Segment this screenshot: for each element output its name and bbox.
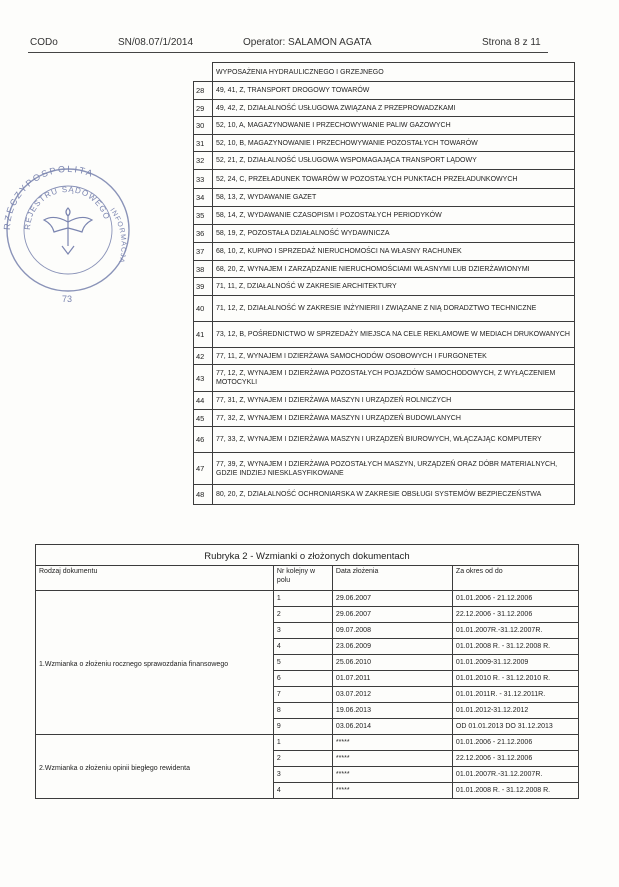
- pkd-activity-table: [193, 62, 575, 505]
- submission-date: *****: [332, 735, 452, 751]
- submission-date: 29.06.2007: [332, 591, 452, 607]
- pkd-row-number: 32: [194, 152, 213, 170]
- section-title: Rubryka 2 - Wzmianki o złożonych dokumentach: [36, 545, 579, 566]
- pkd-row: [194, 296, 575, 322]
- document-type-label: 1.Wzmianka o złożeniu rocznego sprawozdania finansowego: [36, 591, 274, 735]
- pkd-row: [194, 100, 575, 117]
- header-divider: [28, 52, 548, 53]
- pkd-row-number: 48: [194, 485, 213, 505]
- svg-text:INFORMACJA: [108, 207, 126, 264]
- pkd-row-text: 77, 12, Z, WYNAJEM I DZIERŻAWA POZOSTAŁYCH POJAZDÓW SAMOCHODOWYCH, Z WYŁĄCZENIEM MOTOCYKLI: [213, 365, 575, 392]
- period-range: 22.12.2006 - 31.12.2006: [452, 607, 578, 623]
- pkd-row: [194, 485, 575, 505]
- submission-date: 03.06.2014: [332, 719, 452, 735]
- period-range: 01.01.2006 - 21.12.2006: [452, 591, 578, 607]
- pkd-row-text: 58, 13, Z, WYDAWANIE GAZET: [213, 189, 575, 207]
- seal-number: 73: [62, 294, 73, 304]
- table-row: [36, 735, 579, 751]
- pkd-row-number: 29: [194, 100, 213, 117]
- pkd-row-text: 77, 39, Z, WYNAJEM I DZIERŻAWA POZOSTAŁYCH MASZYN, URZĄDZEŃ ORAZ DÓBR MATERIALNYCH, GDZIE INDZIEJ NIESKLASYFIKOWANE: [213, 453, 575, 485]
- pkd-row-text: 73, 12, B, POŚREDNICTWO W SPRZEDAŻY MIEJSCA NA CELE REKLAMOWE W MEDIACH DRUKOWANYCH: [213, 322, 575, 348]
- pkd-row: [194, 453, 575, 485]
- pkd-row: [194, 135, 575, 152]
- pkd-row-text: 49, 42, Z, DZIAŁALNOŚĆ USŁUGOWA ZWIĄZANA Z PRZEPROWADZKAMI: [213, 100, 575, 117]
- submission-date: *****: [332, 767, 452, 783]
- row-number: 4: [273, 639, 332, 655]
- row-number: 9: [273, 719, 332, 735]
- pkd-row-number: 44: [194, 392, 213, 410]
- pkd-row-number: 45: [194, 410, 213, 427]
- column-header-number: Nr kolejny w polu: [273, 566, 332, 591]
- pkd-row-text: 52, 24, C, PRZEŁADUNEK TOWARÓW W POZOSTAŁYCH PUNKTACH PRZEŁADUNKOWYCH: [213, 170, 575, 189]
- pkd-row-text: 80, 20, Z, DZIAŁALNOŚĆ OCHRONIARSKA W ZAKRESIE OBSŁUGI SYSTEMÓW BEZPIECZEŃSTWA: [213, 485, 575, 505]
- row-number: 1: [273, 735, 332, 751]
- period-range: 01.01.2010 R. - 31.12.2010 R.: [452, 671, 578, 687]
- pkd-row-number: 30: [194, 117, 213, 135]
- pkd-row-text: 71, 12, Z, DZIAŁALNOŚĆ W ZAKRESIE INŻYNIERII I ZWIĄZANE Z NIĄ DORADZTWO TECHNICZNE: [213, 296, 575, 322]
- header-doc-id: SN/08.07/1/2014: [118, 37, 194, 48]
- period-range: 01.01.2011R. - 31.12.2011R.: [452, 687, 578, 703]
- pkd-row: [194, 207, 575, 225]
- pkd-row-number: 40: [194, 296, 213, 322]
- pkd-row-text: 77, 32, Z, WYNAJEM I DZIERŻAWA MASZYN I URZĄDZEŃ BUDOWLANYCH: [213, 410, 575, 427]
- pkd-row-number: 46: [194, 427, 213, 453]
- submission-date: *****: [332, 751, 452, 767]
- seal-inner-text: REJESTRU SĄDOWEGO: [22, 184, 112, 231]
- header-page-number: Strona 8 z 11: [482, 37, 541, 48]
- column-header-period: Za okres od do: [452, 566, 578, 591]
- column-header-date: Data złożenia: [332, 566, 452, 591]
- pkd-row: [194, 348, 575, 365]
- pkd-row: [194, 117, 575, 135]
- pkd-row-number: 39: [194, 278, 213, 296]
- pkd-row-number: 43: [194, 365, 213, 392]
- pkd-row: [194, 392, 575, 410]
- pkd-row: [194, 322, 575, 348]
- eagle-emblem-icon: [44, 208, 92, 254]
- column-header-doc-type: Rodzaj dokumentu: [36, 566, 274, 591]
- seal-outer-text: RZECZYPOSPOLITA: [1, 163, 96, 231]
- pkd-row: [194, 170, 575, 189]
- pkd-row-text: 77, 33, Z, WYNAJEM I DZIERŻAWA MASZYN I URZĄDZEŃ BIUROWYCH, WŁĄCZAJĄC KOMPUTERY: [213, 427, 575, 453]
- pkd-row: [194, 152, 575, 170]
- submission-date: 29.06.2007: [332, 607, 452, 623]
- row-number: 8: [273, 703, 332, 719]
- svg-text:REJESTRU SĄDOWEGO: [23, 185, 112, 230]
- documents-table: [35, 544, 579, 799]
- pkd-row: [194, 82, 575, 100]
- submission-date: *****: [332, 783, 452, 799]
- pkd-row: [194, 365, 575, 392]
- period-range: 01.01.2008 R. - 31.12.2008 R.: [452, 639, 578, 655]
- pkd-row-number: 34: [194, 189, 213, 207]
- submission-date: 19.06.2013: [332, 703, 452, 719]
- row-number: 3: [273, 767, 332, 783]
- pkd-row-text: 68, 10, Z, KUPNO I SPRZEDAŻ NIERUCHOMOŚCI NA WŁASNY RACHUNEK: [213, 243, 575, 261]
- pkd-row: [194, 225, 575, 243]
- period-range: 01.01.2007R.-31.12.2007R.: [452, 623, 578, 639]
- pkd-row: [194, 410, 575, 427]
- period-range: 01.01.2012-31.12.2012: [452, 703, 578, 719]
- pkd-row-text: 58, 19, Z, POZOSTAŁA DZIAŁALNOŚĆ WYDAWNICZA: [213, 225, 575, 243]
- row-number: 2: [273, 607, 332, 623]
- submission-date: 09.07.2008: [332, 623, 452, 639]
- pkd-row-text: 52, 21, Z, DZIAŁALNOŚĆ USŁUGOWA WSPOMAGAJĄCA TRANSPORT LĄDOWY: [213, 152, 575, 170]
- period-range: 01.01.2006 - 21.12.2006: [452, 735, 578, 751]
- pkd-row: [194, 243, 575, 261]
- document-type-label: 2.Wzmianka o złożeniu opinii biegłego rewidenta: [36, 735, 274, 799]
- pkd-row: [194, 427, 575, 453]
- submission-date: 25.06.2010: [332, 655, 452, 671]
- row-number: 1: [273, 591, 332, 607]
- table-cell-empty: [194, 63, 213, 82]
- row-number: 2: [273, 751, 332, 767]
- row-number: 6: [273, 671, 332, 687]
- pkd-row: [194, 261, 575, 278]
- pkd-row-number: 31: [194, 135, 213, 152]
- pkd-row-number: 36: [194, 225, 213, 243]
- period-range: 01.01.2007R.-31.12.2007R.: [452, 767, 578, 783]
- period-range: 22.12.2006 - 31.12.2006: [452, 751, 578, 767]
- pkd-row-number: 38: [194, 261, 213, 278]
- row-number: 3: [273, 623, 332, 639]
- pkd-row-number: 33: [194, 170, 213, 189]
- period-range: OD 01.01.2013 DO 31.12.2013: [452, 719, 578, 735]
- pkd-row-number: 28: [194, 82, 213, 100]
- seal-side-text: INFORMACJA: [108, 207, 127, 265]
- pkd-row-number: 35: [194, 207, 213, 225]
- pkd-row-text: 49, 41, Z, TRANSPORT DROGOWY TOWARÓW: [213, 82, 575, 100]
- row-number: 5: [273, 655, 332, 671]
- pkd-row: [194, 189, 575, 207]
- pkd-row-number: 37: [194, 243, 213, 261]
- pkd-row-number: 47: [194, 453, 213, 485]
- pkd-row-text: 52, 10, A, MAGAZYNOWANIE I PRZECHOWYWANIE PALIW GAZOWYCH: [213, 117, 575, 135]
- pkd-row-text: 77, 31, Z, WYNAJEM I DZIERŻAWA MASZYN I URZĄDZEŃ ROLNICZYCH: [213, 392, 575, 410]
- pkd-row-text: 68, 20, Z, WYNAJEM I ZARZĄDZANIE NIERUCHOMOŚCIAMI WŁASNYMI LUB DZIERŻAWIONYMI: [213, 261, 575, 278]
- court-seal-stamp: [0, 150, 130, 315]
- row-number: 7: [273, 687, 332, 703]
- pkd-row-number: 41: [194, 322, 213, 348]
- submission-date: 03.07.2012: [332, 687, 452, 703]
- pkd-row-text: 58, 14, Z, WYDAWANIE CZASOPISM I POZOSTAŁYCH PERIODYKÓW: [213, 207, 575, 225]
- submission-date: 01.07.2011: [332, 671, 452, 687]
- row-number: 4: [273, 783, 332, 799]
- submission-date: 23.06.2009: [332, 639, 452, 655]
- pkd-row: [194, 278, 575, 296]
- header-code: CODo: [30, 37, 58, 48]
- pkd-heading-row: WYPOSAŻENIA HYDRAULICZNEGO I GRZEJNEGO: [213, 63, 575, 82]
- period-range: 01.01.2008 R. - 31.12.2008 R.: [452, 783, 578, 799]
- pkd-row-text: 52, 10, B, MAGAZYNOWANIE I PRZECHOWYWANIE POZOSTAŁYCH TOWARÓW: [213, 135, 575, 152]
- table-row: [36, 591, 579, 607]
- pkd-row-text: 77, 11, Z, WYNAJEM I DZIERŻAWA SAMOCHODÓW OSOBOWYCH I FURGONETEK: [213, 348, 575, 365]
- pkd-row-number: 42: [194, 348, 213, 365]
- period-range: 01.01.2009-31.12.2009: [452, 655, 578, 671]
- pkd-row-text: 71, 11, Z, DZIAŁALNOŚĆ W ZAKRESIE ARCHITEKTURY: [213, 278, 575, 296]
- header-operator: Operator: SALAMON AGATA: [243, 37, 372, 48]
